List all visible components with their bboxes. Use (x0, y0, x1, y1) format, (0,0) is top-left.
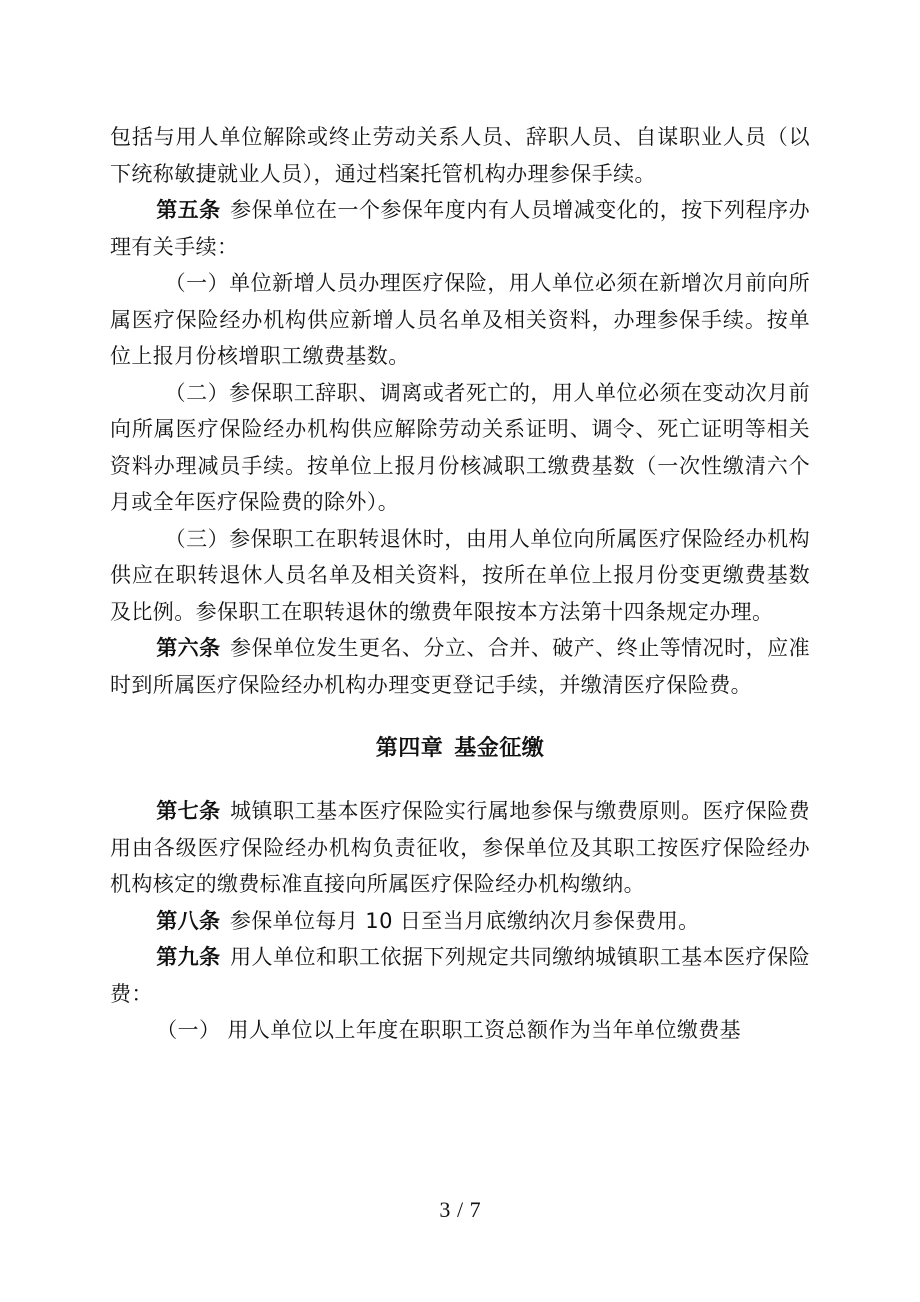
total-pages: 7 (469, 1197, 481, 1222)
page-separator: / (456, 1197, 464, 1222)
page-number (0, 1197, 920, 1223)
chapter-heading (110, 731, 810, 767)
chapter-number: 第四章 (375, 736, 444, 761)
article-8 (110, 903, 810, 940)
article-9-title: 第九条 (156, 945, 221, 969)
article-7 (110, 793, 810, 903)
document-page (110, 119, 810, 1049)
chapter-title: 基金征缴 (454, 736, 545, 761)
article-5-text: 参保单位在一个参保年度内有人员增减变化的，按下列程序办理有关手续： (110, 198, 810, 259)
article-8-title: 第八条 (156, 908, 221, 933)
article-9-item-1: （一） 用人单位以上年度在职职工资总额作为当年单位缴费基 (156, 1018, 742, 1042)
article-6-text: 参保单位发生更名、分立、合并、破产、终止等情况时，应准时到所属医疗保险经办机构办理变更登记手续，并缴清医疗保险费。 (110, 636, 810, 697)
article-5-title: 第五条 (156, 198, 221, 222)
article-7-title: 第七条 (156, 799, 221, 823)
paragraph-continuation: 包括与用人单位解除或终止劳动关系人员、辞职人员、自谋职业人员（以下统称敏捷就业人员），通过档案托管机构办理参保手续。 (110, 125, 810, 186)
article-5 (110, 192, 810, 265)
article-6-title: 第六条 (156, 636, 221, 660)
article-9 (110, 939, 810, 1012)
article-5-item-3: （三）参保职工在职转退休时，由用人单位向所属医疗保险经办机构供应在职转退休人员名单及相关资料，按所在单位上报月份变更缴费基数及比例。参保职工在职转退休的缴费年限按本方法第十四条规定办理。 (110, 526, 810, 624)
article-6 (110, 630, 810, 703)
article-5-item-2: （二）参保职工辞职、调离或者死亡的，用人单位必须在变动次月前向所属医疗保险经办机构供应解除劳动关系证明、调令、死亡证明等相关资料办理减员手续。按单位上报月份核减职工缴费基数（一次性缴清六个月或全年医疗保险费的除外）。 (110, 380, 810, 514)
article-7-text: 城镇职工基本医疗保险实行属地参保与缴费原则。医疗保险费用由各级医疗保险经办机构负责征收，参保单位及其职工按医疗保险经办机构核定的缴费标准直接向所属医疗保险经办机构缴纳。 (110, 799, 810, 896)
article-5-item-1: （一）单位新增人员办理医疗保险，用人单位必须在新增次月前向所属医疗保险经办机构供应新增人员名单及相关资料，办理参保手续。按单位上报月份核增职工缴费基数。 (110, 271, 810, 368)
article-8-text: 参保单位每月 10 日至当月底缴纳次月参保费用。 (229, 908, 700, 933)
article-9-text: 用人单位和职工依据下列规定共同缴纳城镇职工基本医疗保险费： (110, 945, 810, 1006)
current-page: 3 (439, 1197, 451, 1222)
